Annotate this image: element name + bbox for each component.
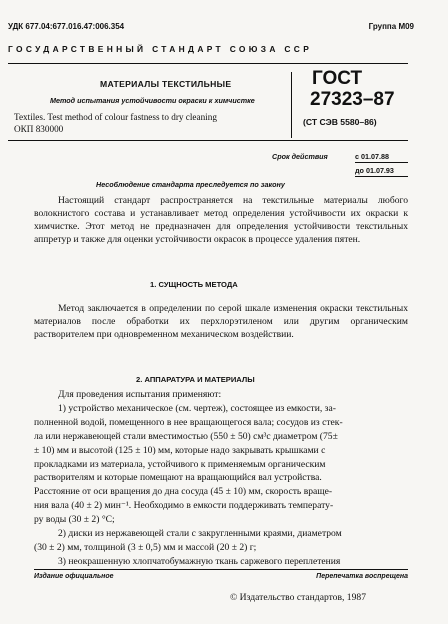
group-code: Группа М09: [368, 22, 414, 31]
english-title: Textiles. Test method of colour fastness to dry cleaning: [14, 112, 217, 122]
body-line: растворителям и которые помещают на вращающийся вал устройства.: [34, 472, 322, 484]
state-standard-title: ГОСУДАРСТВЕННЫЙ СТАНДАРТ СОЮЗА ССР: [8, 44, 313, 54]
middle-rule: [8, 140, 408, 141]
header-divider: [291, 72, 292, 138]
body-line: прокладками из материала, устойчивого к применяемым органическим: [34, 458, 326, 470]
body-line: 1) устройство механическое (см. чертеж), состоящее из емкости, за-: [58, 402, 336, 414]
body-line: (30 ± 2) мм, толщиной (3 ± 0,5) мм и массой (20 ± 2) г;: [34, 541, 257, 553]
udk-code: УДК 677.04:677.016.47:006.354: [8, 22, 125, 31]
top-rule: [8, 63, 408, 64]
validity-to: до 01.07.93: [355, 166, 394, 175]
copyright: © Издательство стандартов, 1987: [230, 592, 366, 603]
body-line: Расстояние от оси вращения до дна сосуда (45 ± 10) мм, скорость враще-: [34, 486, 333, 498]
body-line: ± 10) мм и высотой (125 ± 10) мм, которые надо закрывать крышками с: [34, 444, 326, 456]
section-1-heading: 1. СУЩНОСТЬ МЕТОДА: [150, 280, 238, 289]
body-line: 3) неокрашенную хлопчатобумажную ткань саржевого переплетения: [58, 555, 341, 567]
body-line: ру воды (30 ± 2) °С;: [34, 514, 115, 526]
validity-underline-1: [355, 162, 408, 163]
validity-underline-2: [355, 176, 408, 177]
section-1-text: Метод заключается в определении по серой шкале изменения окраски текстильных материалов после обработки их перхлорэтиленом или другим органическим растворителем при одновременном механическом воздействии.: [34, 303, 408, 340]
validity-label: Срок действия: [272, 152, 328, 161]
noncompliance-notice: Несоблюдение стандарта преследуется по закону: [96, 180, 285, 189]
footer-rule: [34, 569, 408, 570]
standard-subtitle: Метод испытания устойчивости окраски к химчистке: [50, 96, 255, 105]
body-line: ла или нержавеющей стали вместимостью (550 ± 50) см³с диаметром (75±: [34, 430, 338, 442]
body-line: Для проведения испытания применяют:: [58, 389, 222, 400]
section-2-body: [34, 388, 408, 569]
section-2-heading: 2. АППАРАТУРА И МАТЕРИАЛЫ: [136, 375, 255, 384]
validity-from: с 01.07.88: [355, 152, 389, 161]
intro-paragraph: Настоящий стандарт распространяется на текстильные материалы любого волокнистого состава и устанавливает метод определения устойчивости их окраски к химчистке. Этот метод не предназначен для определения устойчивости текстильных аппретур и также для оценки устойчивости окрасок в процессе удаления пятен.: [34, 195, 408, 245]
okp-code: ОКП 830000: [14, 124, 64, 134]
gost-number: 27323–87: [310, 89, 395, 110]
reprint-prohibited: Перепечатка воспрещена: [316, 573, 408, 580]
body-line: 2) диски из нержавеющей стали с закругленными краями, диаметром: [58, 528, 342, 540]
official-edition: Издание официальное: [34, 573, 114, 580]
standard-title: МАТЕРИАЛЫ ТЕКСТИЛЬНЫЕ: [100, 79, 232, 89]
sev-reference: (СТ СЭВ 5580–86): [303, 117, 377, 127]
body-line: ния вала (40 ± 2) мин⁻¹. Необходимо в емкости поддерживать температу-: [34, 500, 334, 512]
gost-label: ГОСТ: [312, 68, 363, 89]
body-line: полненной водой, помещенного в нее вращающегося вала; сосудов из стек-: [34, 416, 343, 428]
